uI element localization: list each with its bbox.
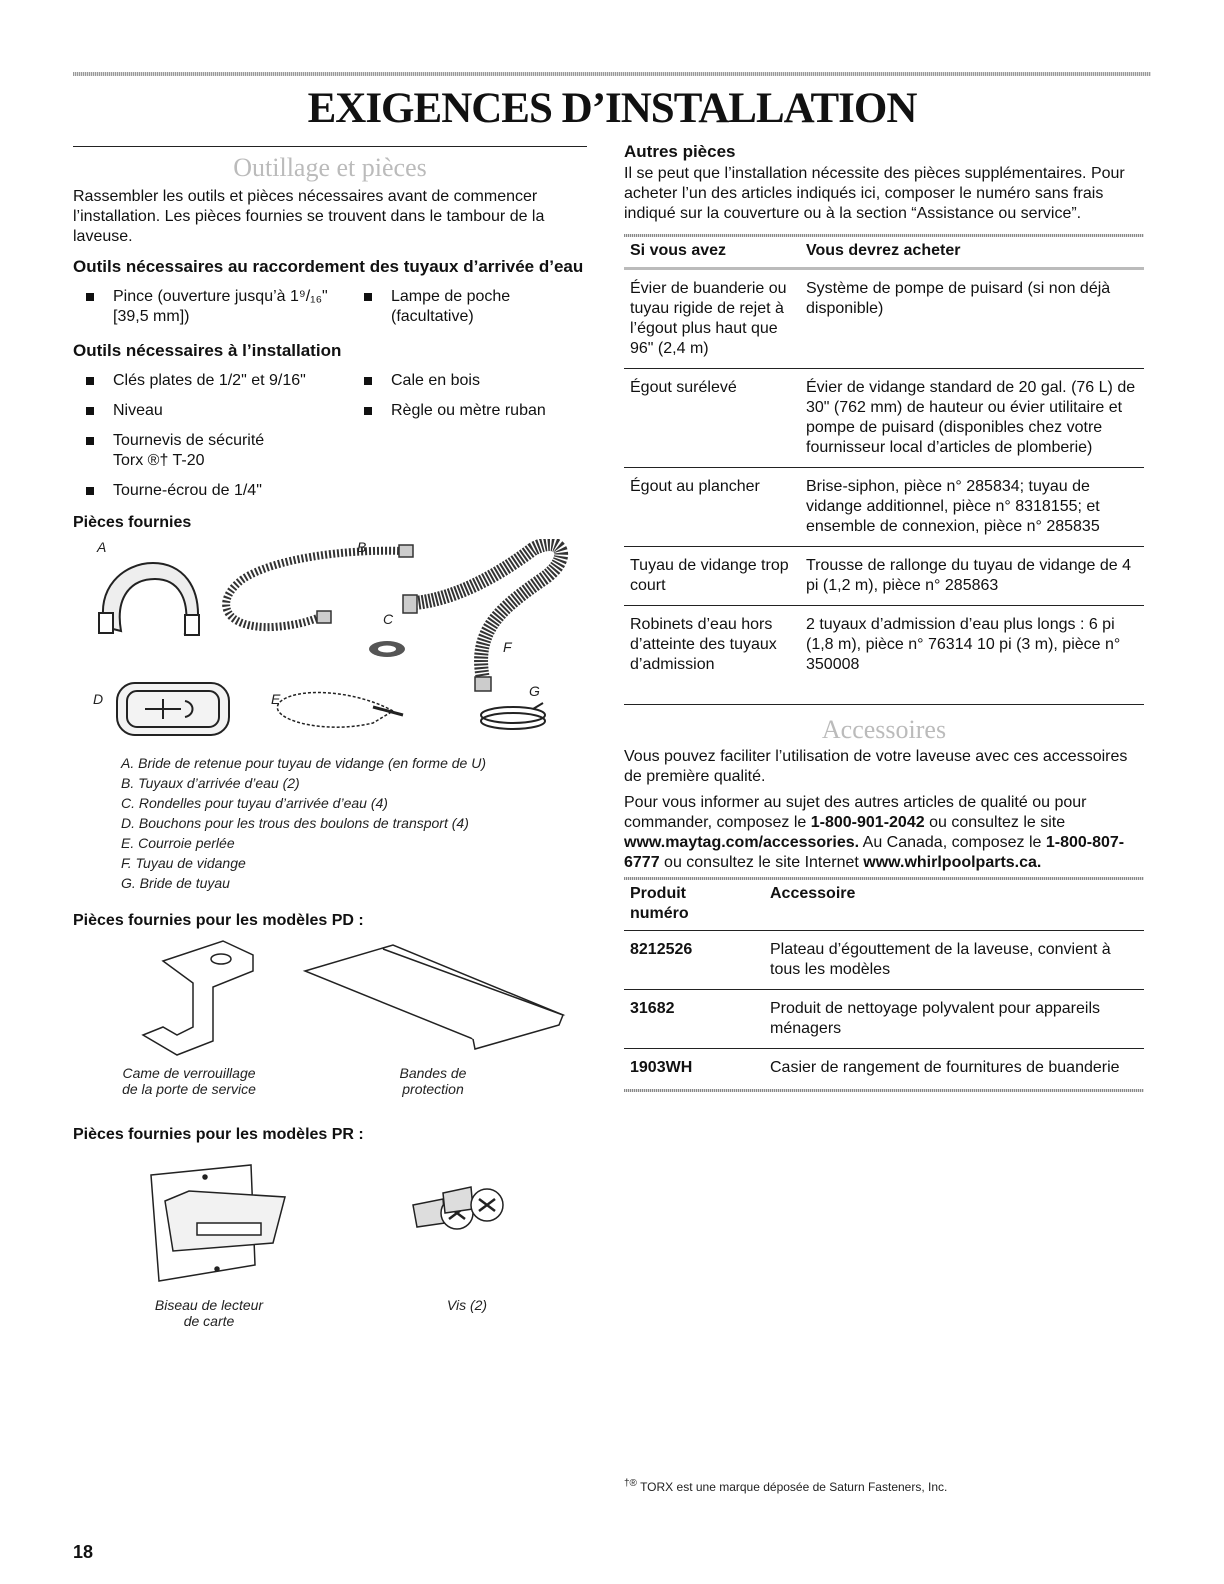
screws-icon	[413, 1187, 503, 1229]
tools-heading: Outillage et pièces	[233, 153, 427, 182]
water-tools-heading: Outils nécessaires au raccordement des tuyaux d’arrivée d’eau	[73, 257, 584, 276]
caption: E. Courroie perlée	[121, 835, 235, 851]
col-header-have: Si vous avez	[630, 242, 727, 259]
caption: G. Bride de tuyau	[121, 875, 230, 891]
col-header-product: Produit numéro	[630, 885, 689, 922]
trademark-footnote: †® TORX est une marque déposée de Saturn Fasteners, Inc.	[624, 1478, 948, 1494]
list-item: Pince (ouverture jusqu’à 1⁹/₁₆" [39,5 mm])	[73, 287, 351, 327]
table-row: Tuyau de vidange trop court Trousse de rallonge du tuyau de vidange de 4 pi (1,2 m), pièce n° 285863	[624, 547, 1144, 606]
table-row: 8212526 Plateau d’égouttement de la laveuse, convient à tous les modèles	[624, 931, 1144, 990]
door-lock-cam-icon	[143, 941, 253, 1055]
table-row: Évier de buanderie ou tuyau rigide de rejet à l’égout plus haut que 96" (2,4 m) Système de pompe de puisard (si non déjà disponible)	[624, 269, 1144, 369]
phone-us: 1-800-901-2042	[810, 814, 925, 831]
pr-parts-illustration	[73, 1157, 587, 1291]
supplied-parts-figure	[73, 539, 587, 753]
page-number: 18	[73, 1542, 94, 1562]
pd-cam-caption: Came de verrouillage de la porte de service	[122, 1065, 256, 1097]
table-header-row	[624, 237, 1144, 269]
u-clamp-icon	[99, 563, 199, 635]
page-title: EXIGENCES D’INSTALLATION	[307, 85, 917, 132]
label-e: E	[271, 691, 281, 707]
label-c: C	[383, 611, 394, 627]
parts-captions	[121, 753, 587, 893]
card-reader-bezel-icon	[151, 1165, 285, 1281]
water-tools-list	[73, 287, 587, 337]
beaded-strap-icon	[277, 693, 403, 728]
caption: A. Bride de retenue pour tuyau de vidange (en forme de U)	[121, 755, 486, 771]
table-row: Égout au plancher Brise-siphon, pièce n° 285834; tuyau de vidange additionnel, pièce n° 8318155; et ensemble de connexion, pièce n° 285835	[624, 468, 1144, 547]
accessories-info: Pour vous informer au sujet des autres articles de qualité ou pour commander, composez le 1-800-901-2042 ou consultez le site www.maytag.com/accessories. Au Canada, composez le 1-800-807-6777 ou consultez le site Internet www.whirlpoolparts.ca.	[624, 794, 1125, 871]
pr-screws-caption: Vis (2)	[446, 1297, 488, 1313]
phone-ca: 1-800-807-6777	[624, 834, 1125, 871]
site-ca-link[interactable]: www.whirlpoolparts.ca.	[863, 854, 1042, 871]
caption: D. Bouchons pour les trous des boulons de transport (4)	[121, 815, 469, 831]
site-us-link[interactable]: www.maytag.com/accessories.	[624, 834, 860, 851]
list-item: Cale en bois	[351, 371, 591, 391]
section-rule	[624, 704, 1144, 705]
list-item: Niveau	[73, 401, 351, 421]
list-item: Clés plates de 1/2" et 9/16"	[73, 371, 351, 391]
table-row: 31682 Produit de nettoyage polyvalent pour appareils ménagers	[624, 990, 1144, 1049]
table-row: Robinets d’eau hors d’atteinte des tuyaux d’admission 2 tuyaux d’admission d’eau plus longs : 6 pi (1,8 m), pièce n° 76314 10 pi (3 m), pièce n° 350008	[624, 606, 1144, 685]
label-d: D	[93, 691, 104, 707]
list-item: Tournevis de sécurité Torx ®† T-20	[73, 431, 283, 471]
supplied-parts-heading: Pièces fournies	[73, 514, 192, 531]
label-g: G	[529, 683, 540, 699]
accessories-heading: Accessoires	[821, 715, 947, 744]
pd-parts-figure	[73, 931, 587, 1101]
drain-hose-icon	[403, 544, 561, 691]
caption: B. Tuyaux d’arrivée d’eau (2)	[121, 775, 300, 791]
label-f: F	[503, 639, 512, 655]
pd-strip-caption: Bandes de protection	[399, 1065, 467, 1097]
table-row: Égout surélevé Évier de vidange standard de 20 gal. (76 L) de 30" (762 mm) de hauteur ou évier utilitaire et pompe de puisard (disponibles chez votre fournisseur local d’articles de plomberie)	[624, 369, 1144, 468]
label-a: A	[97, 539, 107, 555]
accessories-table	[624, 880, 1144, 1087]
tools-intro: Rassembler les outils et pièces nécessaires avant de commencer l’installation. Les pièces fournies se trouvent dans le tambour de la laveuse.	[73, 188, 545, 245]
pr-parts-figure	[73, 1157, 587, 1333]
protection-strips-icon	[305, 945, 563, 1049]
accessories-intro: Vous pouvez faciliter l’utilisation de votre laveuse avec ces accessoires de première qualité.	[624, 748, 1128, 785]
install-tools-list	[73, 371, 587, 511]
hose-clamp-icon	[481, 703, 545, 729]
other-parts-heading: Autres pièces	[624, 142, 736, 161]
other-parts-table	[624, 237, 1144, 684]
washer-icon	[369, 641, 405, 657]
table-header-row	[624, 880, 1144, 931]
pd-parts-heading: Pièces fournies pour les modèles PD :	[73, 912, 364, 929]
caption: F. Tuyau de vidange	[121, 855, 246, 871]
top-rule	[73, 72, 1151, 76]
col-header-accessory: Accessoire	[770, 885, 856, 902]
section-rule	[73, 146, 587, 147]
table-row: 1903WH Casier de rangement de fournitures de buanderie	[624, 1049, 1144, 1088]
list-item: Tourne-écrou de 1/4"	[73, 481, 351, 501]
pr-parts-heading: Pièces fournies pour les modèles PR :	[73, 1126, 364, 1143]
right-column	[624, 142, 1144, 1092]
other-parts-intro: Il se peut que l’installation nécessite des pièces supplémentaires. Pour acheter l’un des articles indiqués ici, composer le numéro sans frais indiqué sur la couverture ou à la section “Assistance ou service”.	[624, 165, 1125, 222]
left-column	[73, 146, 587, 1333]
table-bottom-rule	[624, 1089, 1144, 1092]
caption: C. Rondelles pour tuyau d’arrivée d’eau (4)	[121, 795, 388, 811]
bolt-plug-icon	[117, 683, 229, 735]
col-header-buy: Vous devrez acheter	[806, 242, 961, 259]
label-b: B	[357, 539, 367, 555]
list-item: Règle ou mètre ruban	[351, 401, 591, 421]
list-item: Lampe de poche (facultative)	[351, 287, 591, 327]
pd-parts-illustration	[73, 931, 587, 1061]
pr-bezel-caption: Biseau de lecteur de carte	[154, 1297, 264, 1329]
install-tools-heading: Outils nécessaires à l’installation	[73, 341, 342, 360]
